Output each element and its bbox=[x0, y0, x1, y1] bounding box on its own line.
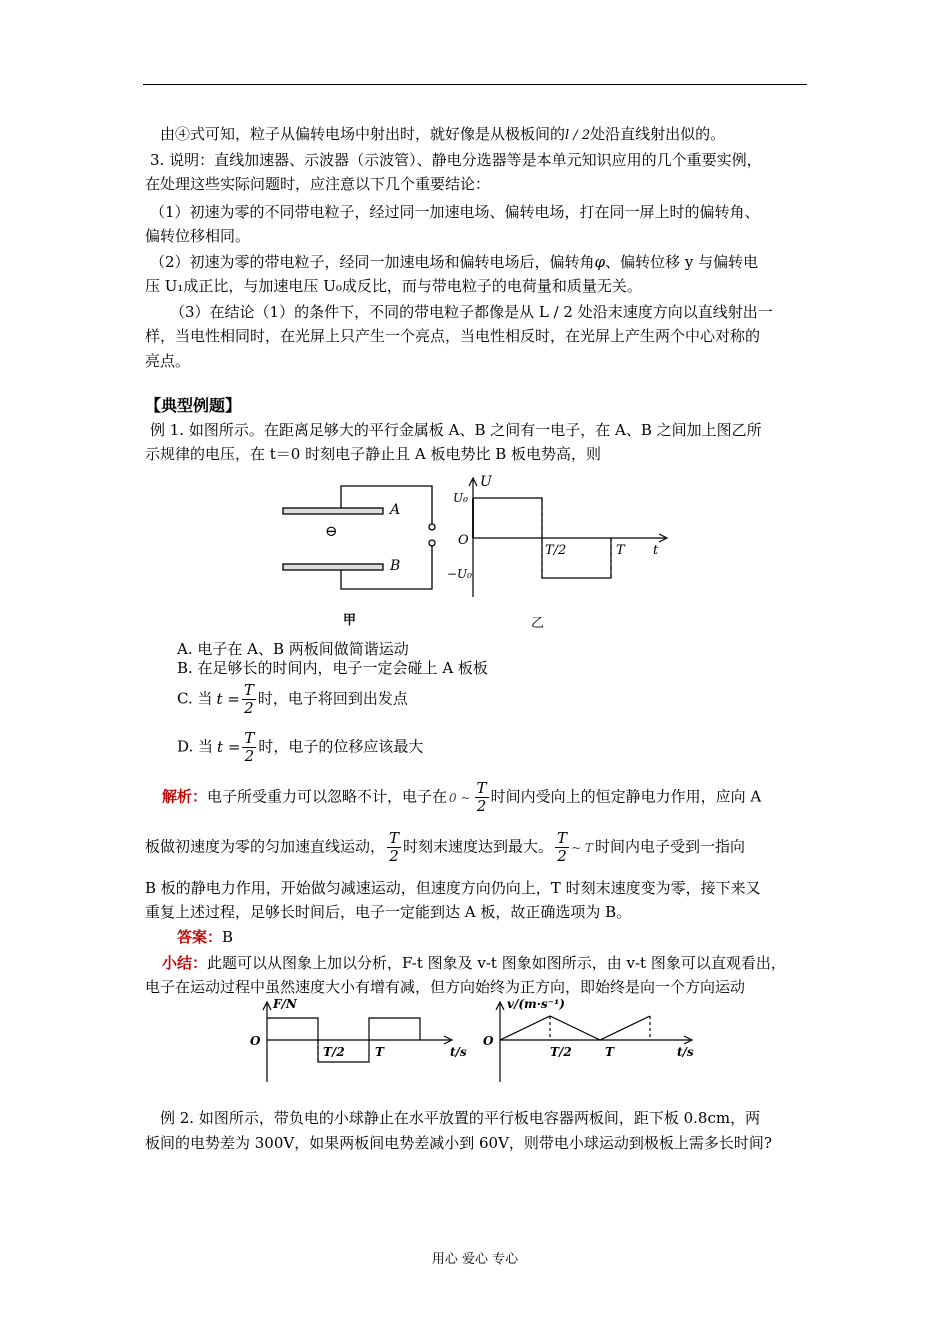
caption-right: 乙 bbox=[531, 616, 545, 631]
v-axis-label: v/(m·s⁻¹) bbox=[507, 998, 565, 1011]
period-label: T bbox=[375, 1045, 384, 1059]
velocity-time-graph bbox=[496, 1002, 692, 1082]
text-line: 3. 说明：直线加速器、示波器（示波管）、静电分选器等是本单元知识应用的几个重要实例， bbox=[150, 151, 762, 169]
summary-line: 电子在运动过程中虽然速度大小有增有减，但方向始终为正方向，即始终是向一个方向运动 bbox=[145, 978, 746, 996]
text-line: （3）在结论（1）的条件下，不同的带电粒子都像是从 L / 2 处沿末速度方向以直线射出一 bbox=[170, 303, 773, 321]
u0-label: U₀ bbox=[453, 491, 468, 505]
voltage-graph bbox=[469, 478, 667, 597]
force-time-graph bbox=[263, 1002, 452, 1082]
half-period-label: T/2 bbox=[323, 1045, 345, 1059]
text-line: （2）初速为零的带电粒子，经同一加速电场和偏转电场后，偏转角φ、偏转位移 y 与偏转电 bbox=[150, 253, 759, 271]
capacitor-circuit bbox=[283, 486, 435, 589]
plate-b-label: B bbox=[390, 558, 401, 574]
solution-line: 解析：电子所受重力可以忽略不计，电子在 0 ~ $\frac{T}{2}$ 时间内受向上的恒定静电力作用，应向 A bbox=[162, 779, 762, 815]
option-d: D. 当 t = $\frac{T}{2}$ 时，电子的位移应该最大 bbox=[177, 729, 424, 765]
period-label: T bbox=[616, 543, 625, 558]
example-1-line: 示规律的电压，在 t＝0 时刻电子静止且 A 板电势比 B 板电势高，则 bbox=[145, 445, 602, 463]
header-rule bbox=[143, 84, 807, 85]
option-b: B. 在足够长的时间内，电子一定会碰上 A 板板 bbox=[177, 659, 488, 677]
text-line: （1）初速为零的不同带电粒子，经过同一加速电场、偏转电场，打在同一屏上时的偏转角、 bbox=[150, 203, 760, 221]
half-period-label: T/2 bbox=[545, 543, 567, 558]
text-line: 样，当电性相同时，在光屏上只产生一个亮点，当电性相反时，在光屏上产生两个中心对称的 bbox=[145, 327, 761, 345]
axis-u-label: U bbox=[480, 474, 492, 490]
fraction-t-over-2: $\frac{T}{2}$ bbox=[243, 681, 254, 717]
figure-2 bbox=[245, 998, 715, 1084]
fraction-t-over-2: $\frac{T}{2}$ bbox=[389, 829, 400, 865]
text-line: 偏转位移相同。 bbox=[145, 227, 251, 245]
answer-line: 答案：B bbox=[177, 928, 234, 946]
axis-t-label: t bbox=[653, 543, 659, 558]
origin-label: O bbox=[483, 1034, 494, 1048]
example-1-line: 例 1. 如图所示。在距离足够大的平行金属板 A、B 之间有一电子，在 A、B 之间加上图乙所 bbox=[150, 421, 762, 439]
f-axis-label: F/N bbox=[273, 998, 297, 1011]
option-c: C. 当 t = $\frac{T}{2}$ 时，电子将回到出发点 bbox=[177, 681, 408, 717]
t-axis-label: t/s bbox=[450, 1045, 467, 1059]
text-line: 亮点。 bbox=[145, 352, 191, 370]
plate-a-label: A bbox=[390, 502, 401, 518]
page-footer: 用心 爱心 专心 bbox=[431, 1252, 519, 1267]
text-line: 压 U₁成正比，与加速电压 U₀成反比，而与带电粒子的电荷量和质量无关。 bbox=[145, 277, 642, 295]
figure-1 bbox=[275, 472, 675, 632]
fraction-t-over-2: $\frac{T}{2}$ bbox=[244, 729, 255, 765]
half-period-label: T/2 bbox=[550, 1045, 572, 1059]
t-axis-label: t/s bbox=[677, 1045, 694, 1059]
origin-label: O bbox=[250, 1034, 261, 1048]
fraction-t-over-2: $\frac{T}{2}$ bbox=[557, 829, 568, 865]
origin-label: O bbox=[458, 533, 469, 548]
solution-line: 板做初速度为零的匀加速直线运动， $\frac{T}{2}$ 时刻末速度达到最大。 $\frac{T}{2}$ ~ T 时间内电子受到一指向 bbox=[145, 829, 745, 865]
fraction-t-over-2: $\frac{T}{2}$ bbox=[476, 779, 487, 815]
text-line: 由④式可知，粒子从偏转电场中射出时，就好像是从极板间的l / 2处沿直线射出似的。 bbox=[160, 125, 726, 143]
example-2-line: 例 2. 如图所示，带负电的小球静止在水平放置的平行板电容器两板间，距下板 0.8cm，两 bbox=[160, 1109, 761, 1127]
summary-line: 小结：此题可以从图象上加以分析，F-t 图象及 v-t 图象如图所示，由 v-t 图象可以直观看出， bbox=[162, 954, 786, 972]
neg-u0-label: −U₀ bbox=[447, 567, 472, 581]
text-line: 在处理这些实际问题时，应注意以下几个重要结论： bbox=[145, 175, 491, 193]
option-a: A. 电子在 A、B 两板间做简谐运动 bbox=[177, 640, 409, 658]
electron-symbol: ⊖ bbox=[325, 522, 338, 540]
section-heading: 【典型例题】 bbox=[145, 396, 242, 415]
solution-line: 重复上述过程，足够长时间后，电子一定能到达 A 板，故正确选项为 B。 bbox=[145, 903, 632, 921]
example-2-line: 板间的电势差为 300V，如果两板间电势差减小到 60V，则带电小球运动到极板上需多长时间? bbox=[145, 1134, 772, 1152]
caption-left: 甲 bbox=[343, 613, 357, 628]
period-label: T bbox=[605, 1045, 614, 1059]
solution-line: B 板的静电力作用，开始做匀减速运动，但速度方向仍向上，T 时刻末速度变为零，接下来又 bbox=[145, 879, 761, 897]
